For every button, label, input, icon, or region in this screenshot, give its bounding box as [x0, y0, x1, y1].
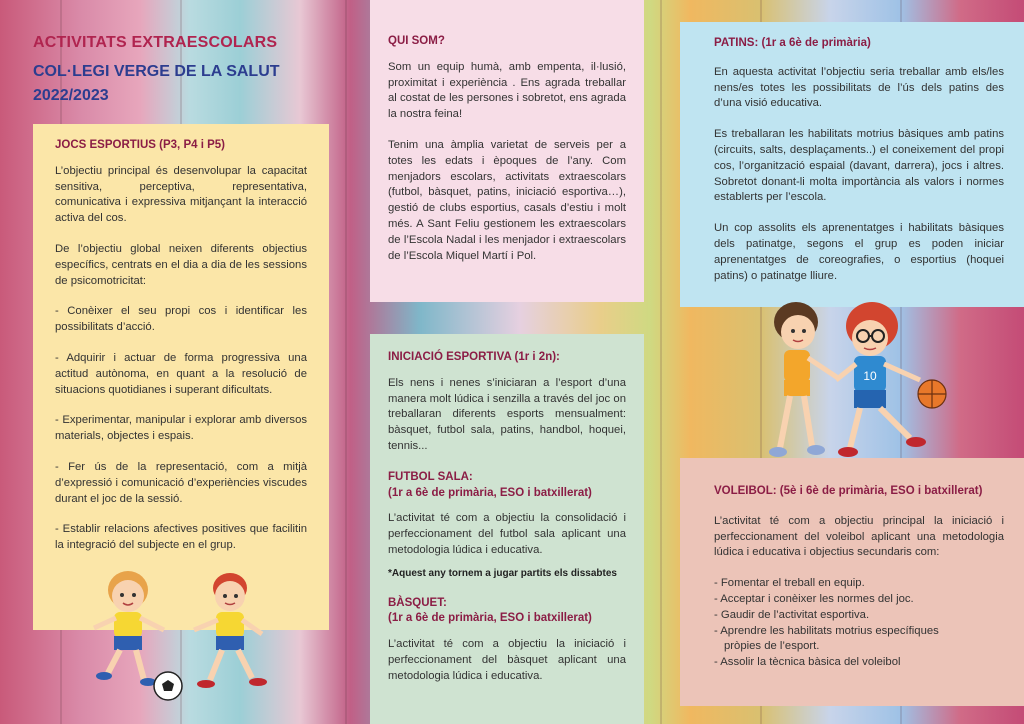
paragraph: De l’objectiu global neixen diferents objectius específics, centrats en el dia a dia de les sessions de psicomotricitat:: [55, 242, 307, 287]
list-item: - Aprendre les habilitats motrius específiques: [714, 624, 939, 637]
note-partits: *Aquest any tornem a jugar partits els dissabtes: [388, 567, 617, 579]
paragraph: L’activitat té com a objectiu la consolidació i perfeccionament del futbol sala aplicant una metodologia lúdica i educativa.: [388, 512, 626, 556]
paragraph: L’objectiu principal és desenvolupar la capacitat sensitiva, perceptiva, representativa, comunicativa i expressiva mitjançant la interacció activa del cos.: [55, 164, 307, 225]
kids-football-illustration: [80, 568, 280, 708]
heading-futbol-sala: FUTBOL SALA:: [388, 470, 473, 483]
basketball-icon: [918, 380, 946, 408]
heading-patins: PATINS: (1r a 6è de primària): [714, 37, 871, 49]
girl-player-icon: [94, 571, 164, 686]
wood-plank-line: [345, 0, 347, 724]
heading-iniciacio: INICIACIÓ ESPORTIVA (1r i 2n):: [388, 351, 560, 363]
subheading-futbol-sala: (1r a 6è de primària, ESO i batxillerat): [388, 486, 592, 499]
paragraph: - Establir relacions afectives positives que facilitin la integració del subjecte en el grup.: [55, 523, 307, 552]
paragraph: L’activitat té com a objectiu principal la iniciació i perfeccionament del voleibol aplicant una metodologia lúdica i educativa i objectius secundaris com:: [714, 514, 1004, 559]
card-jocs-esportius: [33, 124, 329, 630]
paragraph: - Conèixer el seu propi cos i identificar les possibilitats d’acció.: [55, 305, 307, 334]
paragraph: Es treballaran les habilitats motrius bàsiques amb patins (circuits, salts, desplaçaments..) el coneixement del propi cos, l’organització espaial (davant, darrera), jocs i altres. Sobretot donant-li molta importància als valors i normes establerts per l’escola.: [714, 128, 1004, 204]
card-iniciacio-esportiva: [370, 334, 644, 724]
list-item: - Fomentar el treball en equip.: [714, 577, 865, 590]
paragraph: En aquesta activitat l’objectiu seria treballar amb els/les nens/es totes les possibilitats de l’ús dels patins des d’una visió educativa.: [714, 65, 1004, 110]
boy-player-icon: [194, 573, 267, 688]
paragraph: Som un equip humà, amb empenta, il·lusió, proximitat i experiència . Ens agrada treballar al costat de les persones i sobretot, ens agrada la nostra feina!: [388, 60, 626, 121]
paragraph: - Experimentar, manipular i explorar amb diversos materials, objectes i espais.: [55, 414, 307, 443]
boy-blue-jersey-icon: [836, 302, 926, 457]
subheading-basquet: (1r a 6è de primària, ESO i batxillerat): [388, 612, 592, 625]
heading-jocs-esportius: JOCS ESPORTIUS (P3, P4 i P5): [55, 139, 225, 151]
heading-basquet: BÀSQUET:: [388, 596, 447, 609]
list-item: - Assolir la tècnica bàsica del voleibol: [714, 656, 901, 669]
wood-plank-line: [660, 0, 662, 724]
paragraph: - Adquirir i actuar de forma progressiva una actitud autònoma, en quant a la resolució de situacions quotidianes i superant dificultats.: [55, 351, 307, 396]
title-year: 2022/2023: [33, 87, 109, 104]
title-activitats: ACTIVITATS EXTRAESCOLARS: [33, 34, 278, 51]
paragraph: Tenim una àmplia varietat de serveis per a totes les edats i èpoques de l’any. Com menjadors escolars, activitats extraescolars (futbol, bàsquet, patins, iniciació esportiva…), gestió de clubs esportius, casals d’estiu i molt més. A Sant Feliu gestionem les extraescolars de l’Escola Nadal i les menjador i extraescolars de l’Escola Miquel Martí i Pol.: [388, 138, 626, 262]
heading-voleibol: VOLEIBOL: (5è i 6è de primària, ESO i batxillerat): [714, 485, 983, 497]
list-item: - Acceptar i conèixer les normes del joc.: [714, 592, 914, 605]
paragraph: Un cop assolits els aprenentatges i habilitats bàsiques dels patinatge, segons el grup es poden iniciar aprenentatges de coreografies, o esportius (hoquei patins) o patinatge lliure.: [714, 222, 1004, 282]
kids-basketball-illustration: [760, 298, 960, 470]
list-item: pròpies de l’esport.: [724, 640, 820, 653]
paragraph: - Fer ús de la representació, com a mitjà d’expressió i comunicació d’experiències viscudes durant el joc de la sessió.: [55, 460, 307, 505]
card-qui-som: [370, 0, 644, 302]
card-voleibol: [680, 458, 1024, 706]
boy-orange-jersey-icon: [769, 302, 838, 457]
heading-qui-som: QUI SOM?: [388, 35, 445, 47]
list-voleibol-objectives: [714, 576, 1004, 671]
card-patins: [680, 22, 1024, 307]
soccer-ball-icon: [154, 672, 182, 700]
jersey-number: 10: [863, 369, 877, 383]
paragraph: Els nens i nenes s’iniciaran a l’esport d’una manera molt lúdica i senzilla a través del joc on treballaran diferents esports mensualment: bàsquet, futbol sala, patins, handbol, hoquei, tennis...: [388, 376, 626, 452]
title-school: COL·LEGI VERGE DE LA SALUT: [33, 63, 280, 80]
list-item: - Gaudir de l’activitat esportiva.: [714, 608, 870, 621]
paragraph: L’activitat té com a objectiu la iniciació i perfeccionament del bàsquet aplicant una metodologia lúdica i educativa.: [388, 638, 626, 682]
